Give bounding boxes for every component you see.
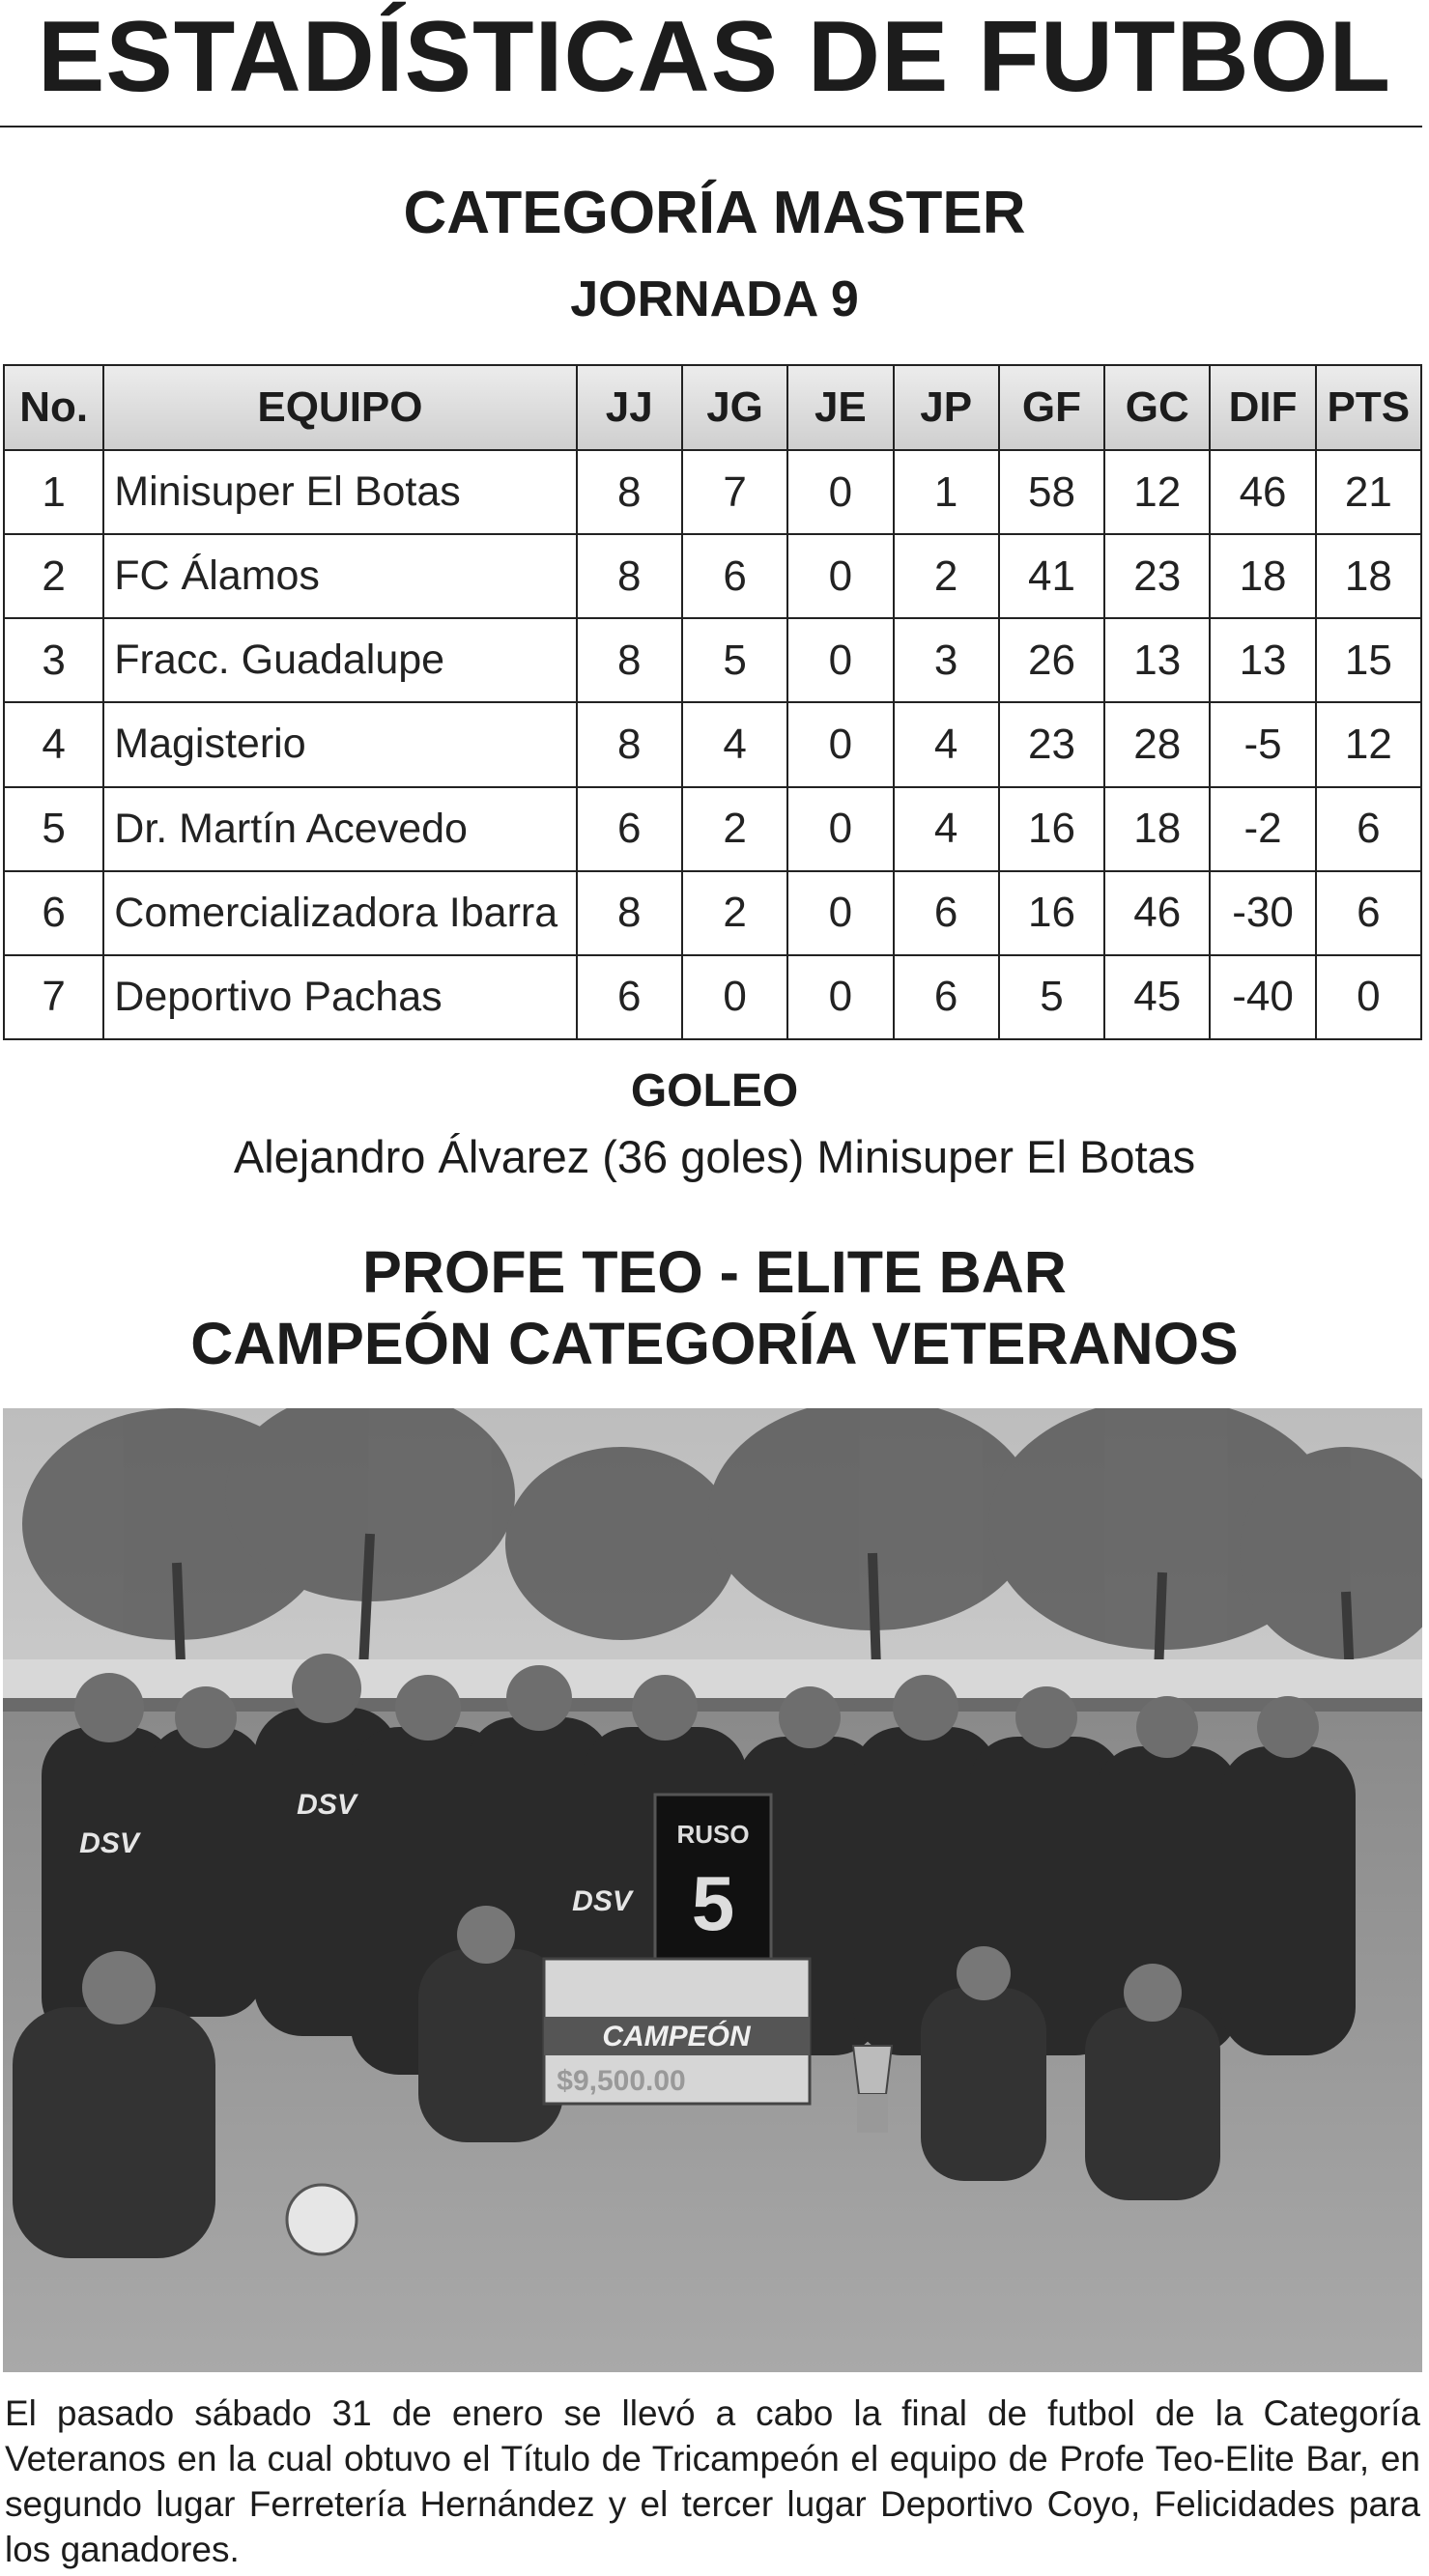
cell-gc: 13 xyxy=(1104,618,1210,702)
cell-jp: 6 xyxy=(894,871,999,955)
header-jj: JJ xyxy=(577,365,682,450)
cell-pts: 18 xyxy=(1316,534,1421,618)
header-jg: JG xyxy=(682,365,787,450)
cell-pts: 6 xyxy=(1316,871,1421,955)
cell-gf: 58 xyxy=(999,450,1104,534)
cell-jg: 7 xyxy=(682,450,787,534)
header-no: No. xyxy=(4,365,103,450)
cell-gc: 46 xyxy=(1104,871,1210,955)
cell-no: 1 xyxy=(4,450,103,534)
table-row xyxy=(4,955,1421,1039)
cell-pts: 12 xyxy=(1316,702,1421,786)
cell-jp: 2 xyxy=(894,534,999,618)
header-jp: JP xyxy=(894,365,999,450)
cell-gc: 28 xyxy=(1104,702,1210,786)
cell-jg: 6 xyxy=(682,534,787,618)
cell-no: 7 xyxy=(4,955,103,1039)
cell-dif: 18 xyxy=(1210,534,1315,618)
standings-table xyxy=(3,364,1422,1040)
cell-pts: 21 xyxy=(1316,450,1421,534)
cell-gc: 23 xyxy=(1104,534,1210,618)
team-photo-illustration xyxy=(3,1408,1422,2372)
team-photo xyxy=(3,1408,1422,2372)
header-gc: GC xyxy=(1104,365,1210,450)
prize-check-title: CAMPEÓN xyxy=(602,2021,751,2052)
round-heading: JORNADA 9 xyxy=(570,271,859,327)
table-row xyxy=(4,787,1421,871)
cell-no: 6 xyxy=(4,871,103,955)
header-je: JE xyxy=(787,365,893,450)
standings-header-row xyxy=(4,365,1421,450)
cell-je: 0 xyxy=(787,787,893,871)
cell-jj: 6 xyxy=(577,955,682,1039)
shirt-logo: DSV xyxy=(572,1885,632,1917)
cell-dif: 46 xyxy=(1210,450,1315,534)
cell-gc: 18 xyxy=(1104,787,1210,871)
cell-team: Deportivo Pachas xyxy=(103,955,576,1039)
soccer-ball xyxy=(287,2185,357,2254)
header-pts: PTS xyxy=(1316,365,1421,450)
cell-jg: 2 xyxy=(682,787,787,871)
cell-dif: -2 xyxy=(1210,787,1315,871)
cell-pts: 6 xyxy=(1316,787,1421,871)
cell-jg: 5 xyxy=(682,618,787,702)
cell-jj: 8 xyxy=(577,534,682,618)
cell-pts: 0 xyxy=(1316,955,1421,1039)
shirt-logo: DSV xyxy=(79,1827,139,1859)
table-row xyxy=(4,450,1421,534)
prize-check-amount: $9,500.00 xyxy=(557,2065,686,2097)
cell-gc: 12 xyxy=(1104,450,1210,534)
cell-je: 0 xyxy=(787,618,893,702)
cell-dif: 13 xyxy=(1210,618,1315,702)
top-scorer-text: Alejandro Álvarez (36 goles) Minisuper El Botas xyxy=(233,1131,1196,1182)
cell-je: 0 xyxy=(787,871,893,955)
champion-headline xyxy=(0,1236,1429,1379)
cell-team: Comercializadora Ibarra xyxy=(103,871,576,955)
jersey-number: 5 xyxy=(691,1860,735,1946)
trophy xyxy=(853,2046,892,2094)
header-gf: GF xyxy=(999,365,1104,450)
cell-dif: -40 xyxy=(1210,955,1315,1039)
cell-jp: 4 xyxy=(894,787,999,871)
champion-category: CAMPEÓN CATEGORÍA VETERANOS xyxy=(190,1311,1239,1376)
cell-jj: 6 xyxy=(577,787,682,871)
table-row xyxy=(4,534,1421,618)
cell-jg: 2 xyxy=(682,871,787,955)
cell-team: Dr. Martín Acevedo xyxy=(103,787,576,871)
cell-gf: 23 xyxy=(999,702,1104,786)
cell-jp: 1 xyxy=(894,450,999,534)
cell-jg: 0 xyxy=(682,955,787,1039)
header-dif: DIF xyxy=(1210,365,1315,450)
goleo-heading: GOLEO xyxy=(630,1065,799,1117)
cell-jj: 8 xyxy=(577,702,682,786)
header-equipo: EQUIPO xyxy=(103,365,576,450)
cell-jp: 6 xyxy=(894,955,999,1039)
cell-no: 5 xyxy=(4,787,103,871)
cell-jj: 8 xyxy=(577,618,682,702)
masthead xyxy=(0,0,1429,127)
cell-dif: -5 xyxy=(1210,702,1315,786)
table-row xyxy=(4,871,1421,955)
cell-dif: -30 xyxy=(1210,871,1315,955)
page-title: ESTADÍSTICAS DE FUTBOL xyxy=(38,1,1391,113)
cell-team: Minisuper El Botas xyxy=(103,450,576,534)
cell-team: Magisterio xyxy=(103,702,576,786)
cell-jp: 3 xyxy=(894,618,999,702)
cell-je: 0 xyxy=(787,955,893,1039)
cell-team: Fracc. Guadalupe xyxy=(103,618,576,702)
table-row xyxy=(4,618,1421,702)
photo-caption: El pasado sábado 31 de enero se llevó a cabo la final de futbol de la Categoría Veteranos en la cual obtuvo el Título de Tricampeón el equipo de Profe Teo-Elite Bar, en segundo lugar Ferretería Hernández y el tercer lugar Deportivo Coyo, Felicidades para los ganadores. xyxy=(5,2393,1420,2569)
cell-team: FC Álamos xyxy=(103,534,576,618)
category-heading: CATEGORÍA MASTER xyxy=(403,180,1026,246)
cell-gf: 26 xyxy=(999,618,1104,702)
cell-je: 0 xyxy=(787,534,893,618)
cell-no: 2 xyxy=(4,534,103,618)
cell-gc: 45 xyxy=(1104,955,1210,1039)
cell-je: 0 xyxy=(787,450,893,534)
jersey-name: RUSO xyxy=(676,1820,750,1849)
table-row xyxy=(4,702,1421,786)
cell-gf: 41 xyxy=(999,534,1104,618)
cell-pts: 15 xyxy=(1316,618,1421,702)
champion-team: PROFE TEO - ELITE BAR xyxy=(362,1239,1067,1305)
cell-jj: 8 xyxy=(577,871,682,955)
cell-jj: 8 xyxy=(577,450,682,534)
cell-no: 3 xyxy=(4,618,103,702)
cell-no: 4 xyxy=(4,702,103,786)
cell-je: 0 xyxy=(787,702,893,786)
cell-gf: 16 xyxy=(999,871,1104,955)
shirt-logo: DSV xyxy=(297,1789,357,1821)
cell-gf: 16 xyxy=(999,787,1104,871)
cell-gf: 5 xyxy=(999,955,1104,1039)
title-divider xyxy=(0,126,1422,127)
cell-jg: 4 xyxy=(682,702,787,786)
cell-jp: 4 xyxy=(894,702,999,786)
